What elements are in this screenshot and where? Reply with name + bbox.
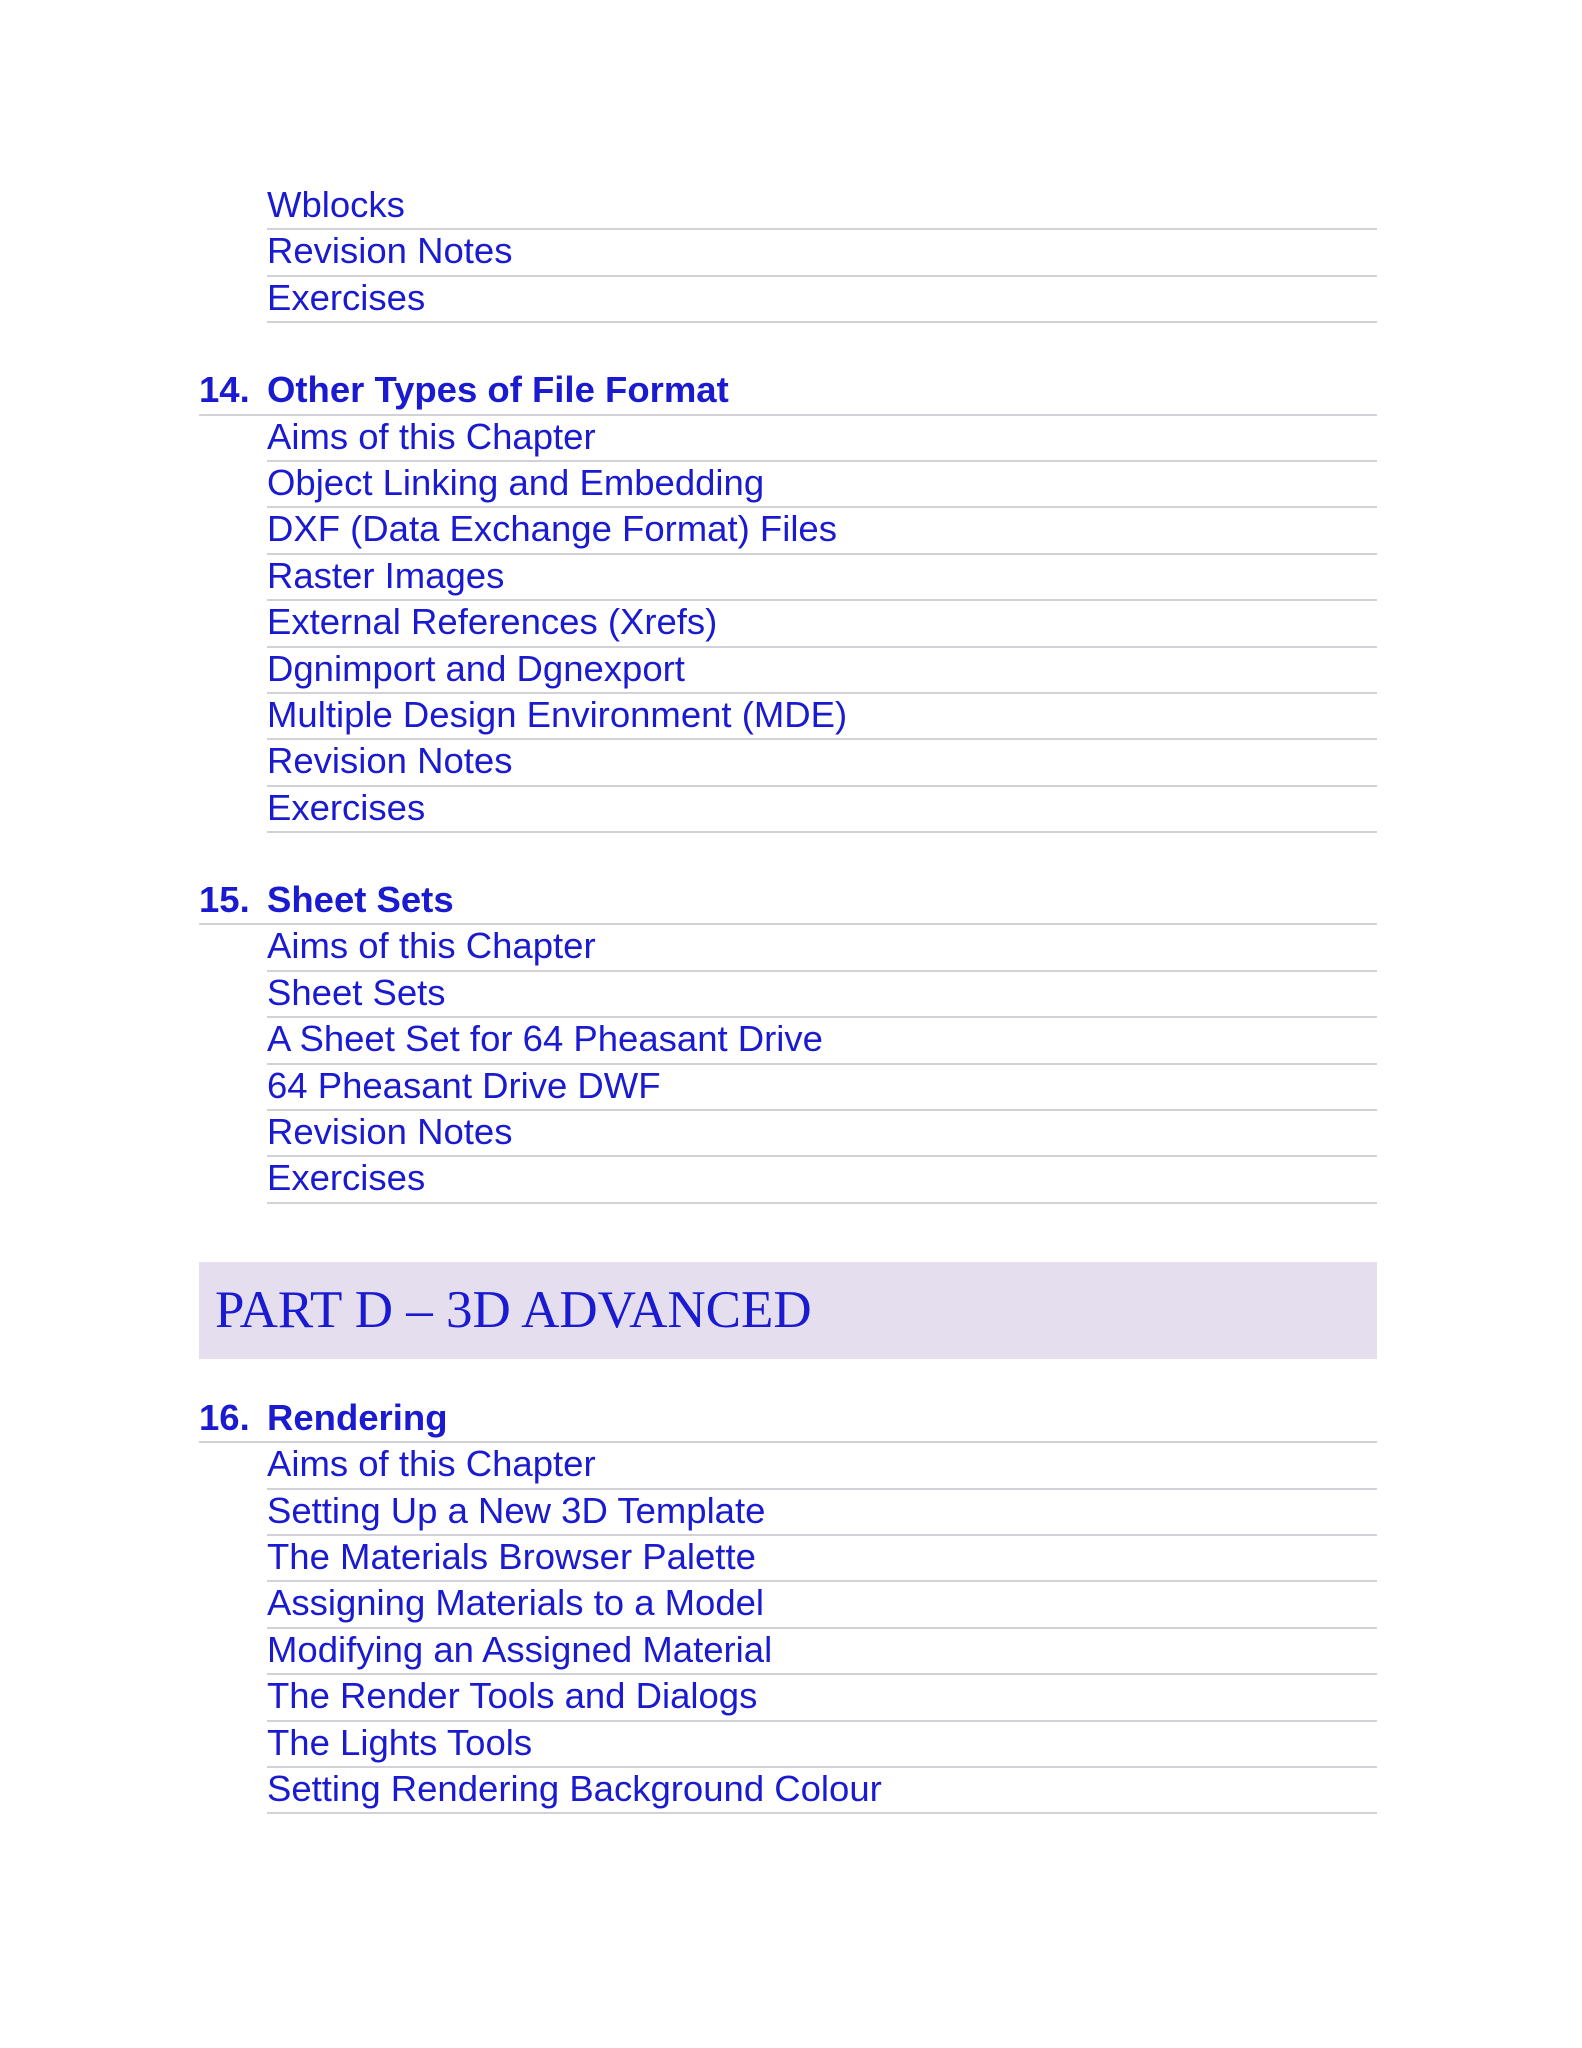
toc-entry[interactable]: Setting Up a New 3D Template (267, 1490, 1377, 1536)
toc-entry[interactable]: A Sheet Set for 64 Pheasant Drive (267, 1018, 1377, 1064)
toc-entry-revision-notes[interactable]: Revision Notes (267, 230, 1377, 276)
chapter-heading[interactable] (199, 879, 1377, 925)
toc-entry[interactable]: External References (Xrefs) (267, 601, 1377, 647)
chapter-heading[interactable] (199, 369, 1377, 415)
chapter-15 (199, 879, 1377, 1204)
continued-chapter-items (199, 184, 1377, 323)
toc-entry[interactable]: The Lights Tools (267, 1722, 1377, 1768)
toc-entry[interactable]: Aims of this Chapter (267, 416, 1377, 462)
toc-entry[interactable]: Raster Images (267, 555, 1377, 601)
toc-entry[interactable]: Assigning Materials to a Model (267, 1582, 1377, 1628)
toc-entry[interactable]: Revision Notes (267, 1111, 1377, 1157)
toc-entry[interactable]: Sheet Sets (267, 972, 1377, 1018)
toc-entry-wblocks[interactable]: Wblocks (267, 184, 1377, 230)
part-banner[interactable]: PART D – 3D ADVANCED (199, 1262, 1377, 1359)
table-of-contents (199, 184, 1377, 1814)
toc-entry[interactable]: Aims of this Chapter (267, 1443, 1377, 1489)
toc-entry[interactable]: Aims of this Chapter (267, 925, 1377, 971)
chapter-number: 14. (199, 369, 250, 411)
toc-entry[interactable]: Setting Rendering Background Colour (267, 1768, 1377, 1814)
toc-entry[interactable]: Object Linking and Embedding (267, 462, 1377, 508)
toc-entry[interactable]: Modifying an Assigned Material (267, 1629, 1377, 1675)
chapter-number: 16. (199, 1396, 250, 1438)
toc-entry[interactable]: Multiple Design Environment (MDE) (267, 694, 1377, 740)
toc-entry[interactable]: Exercises (267, 787, 1377, 833)
chapter-number: 15. (199, 879, 250, 921)
chapter-heading[interactable] (199, 1397, 1377, 1443)
chapter-14 (199, 369, 1377, 833)
toc-entry[interactable]: Exercises (267, 1157, 1377, 1203)
chapter-title: Rendering (267, 1396, 448, 1438)
toc-entry[interactable]: Revision Notes (267, 740, 1377, 786)
chapter-title: Sheet Sets (267, 879, 454, 921)
toc-entry[interactable]: The Render Tools and Dialogs (267, 1675, 1377, 1721)
toc-entry[interactable]: The Materials Browser Palette (267, 1536, 1377, 1582)
chapter-16 (199, 1397, 1377, 1815)
toc-entry[interactable]: Dgnimport and Dgnexport (267, 648, 1377, 694)
toc-entry[interactable]: DXF (Data Exchange Format) Files (267, 508, 1377, 554)
chapter-title: Other Types of File Format (267, 369, 729, 411)
toc-entry-exercises[interactable]: Exercises (267, 277, 1377, 323)
toc-entry[interactable]: 64 Pheasant Drive DWF (267, 1065, 1377, 1111)
